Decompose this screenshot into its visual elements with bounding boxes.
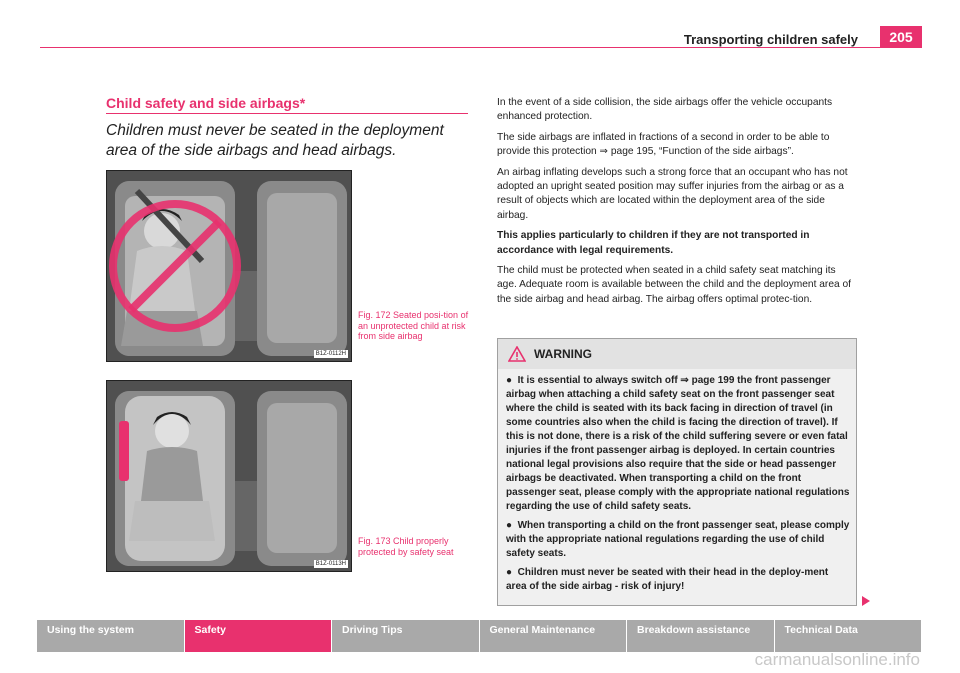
tab-driving-tips[interactable]: Driving Tips [332,620,479,652]
footer-nav [37,620,922,652]
section-title: Child safety and side airbags* [106,95,306,111]
tab-safety[interactable]: Safety [185,620,332,652]
tab-using-the-system[interactable]: Using the system [37,620,184,652]
bullet-icon: ● [506,567,513,578]
warning-item-text: Children must never be seated with their head in the deploy-ment area of the side airbag - risk of injury! [506,567,829,592]
warning-triangle-icon [508,346,526,362]
figure-code: B1Z-0113H [315,561,346,567]
warning-item [506,519,850,561]
warning-box [497,338,857,606]
body-paragraph: In the event of a side collision, the side airbags offer the vehicle occupants enhanced protection. [497,97,833,123]
tab-technical-data[interactable]: Technical Data [775,620,922,652]
header-divider [40,47,922,48]
warning-item-text: It is essential to always switch off ⇒ page 199 the front passenger airbag when attaching a child safety seat on the front passenger seat where the child is seated with its back facing in direction of travel (in some countries also when the child is facing the direction of travel). If this is not done, there is a risk of the child suffering severe or even fatal injuries if the front passenger airbag is deployed. In certain countries national legal provisions also require that the side or head passenger airbags be deactivated. When transporting a child on the front passenger seat, please comply with the appropriate national regulations regarding the use of child safety seats. [506,375,850,512]
tab-breakdown-assistance[interactable]: Breakdown assistance [627,620,774,652]
body-paragraph-emphasis: This applies particularly to children if they are not transported in accordance with legal requirements. [497,230,810,256]
bullet-icon: ● [506,520,513,531]
figure-173-caption: Fig. 173 Child properly protected by safety seat [358,536,454,557]
figure-172-caption: Fig. 172 Seated posi-tion of an unprotected child at risk from side airbag [358,310,469,341]
warning-body [498,369,856,594]
warning-item [506,374,850,514]
warning-item [506,566,850,594]
continue-arrow-icon [861,595,871,607]
tab-general-maintenance[interactable]: General Maintenance [480,620,627,652]
section-title-rule [106,113,468,114]
body-paragraph: The side airbags are inflated in fractions of a second in order to be able to provide this protection ⇒ page 195, “Function of the side airbags”. [497,131,830,158]
watermark: carmanualsonline.info [754,650,920,669]
figure-172-image [106,170,352,362]
section-intro: Children must never be seated in the deployment area of the side airbags and head airbags. [106,122,444,159]
body-paragraph: An airbag inflating develops such a strong force that an occupant who has not adopted an upright seated position may suffer injuries from the airbag or as a result of objects which are located within the deployment area of the side airbag. [497,166,848,221]
figure-code: B1Z-0112H [315,351,346,357]
page-header-title: Transporting children safely [683,32,858,47]
warning-title: WARNING [534,347,592,361]
warning-header [498,339,856,369]
warning-item-text: When transporting a child on the front passenger seat, please comply with the appropriate national regulations regarding the use of child safety seats. [506,520,850,559]
body-text [497,96,857,313]
page-number: 205 [880,26,922,48]
figure-173-image [106,380,352,572]
bullet-icon: ● [506,375,513,386]
body-paragraph: The child must be protected when seated in a child safety seat matching its age. Adequate room is available between the child and the deployment area of the side airbag and head airbag. The airbag offers optimal protec-tion. [497,265,851,305]
